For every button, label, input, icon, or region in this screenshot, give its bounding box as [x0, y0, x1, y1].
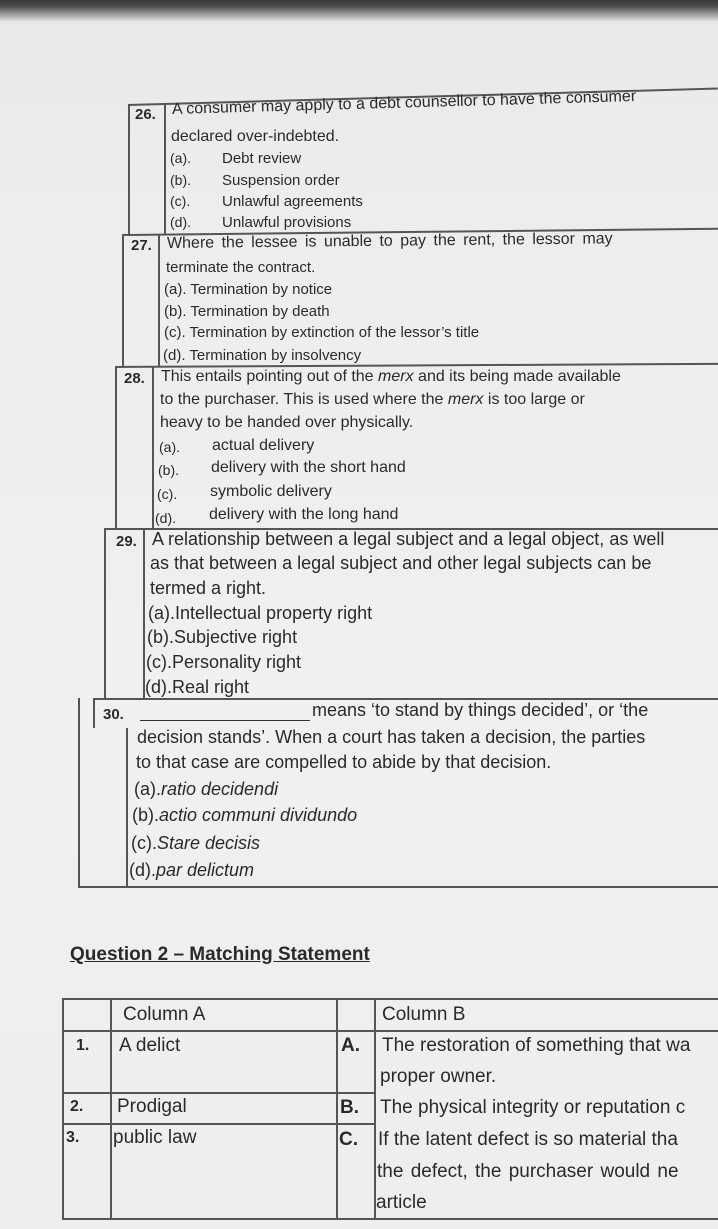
option: (d).par delictum	[129, 860, 255, 880]
option-label: (a).	[159, 439, 180, 455]
row-divider	[62, 1123, 336, 1125]
question-text: to the purchaser. This is used where the merx is too large or	[160, 391, 585, 408]
question-number: 30.	[103, 706, 124, 723]
option-label: (c).	[157, 486, 178, 502]
row-number: 3.	[66, 1129, 80, 1146]
row-letter: C.	[339, 1129, 358, 1150]
question-text: This entails pointing out of the merx and its being made available	[161, 368, 621, 385]
row-letter: B.	[340, 1097, 359, 1118]
option: (a).Intellectual property right	[148, 603, 373, 623]
section-heading: Question 2 – Matching Statement	[70, 944, 370, 965]
option: (c).Personality right	[146, 652, 302, 672]
option: (c).Stare decisis	[131, 833, 261, 853]
option-label: (d).	[155, 510, 176, 526]
option-label: (c).	[170, 193, 191, 209]
option: (d). Termination by insolvency	[163, 347, 362, 364]
question-text: termed a right.	[150, 578, 267, 598]
question-text: as that between a legal subject and other legal subjects can be	[150, 553, 652, 573]
option-text: Suspension order	[222, 172, 340, 189]
left-border	[104, 528, 106, 698]
option-label: (a).	[170, 150, 191, 166]
number-divider	[143, 528, 145, 698]
question-text: means ‘to stand by things decided’, or ‘the	[312, 700, 649, 720]
row-divider	[62, 1092, 336, 1094]
column-divider	[374, 998, 376, 1219]
option-label: (b).	[170, 172, 191, 188]
row-divider	[78, 886, 718, 888]
number-divider	[126, 728, 128, 886]
question-text: decision stands’. When a court has taken a decision, the parties	[137, 727, 646, 747]
column-b-item: proper owner.	[380, 1066, 497, 1087]
answer-blank	[140, 720, 310, 721]
column-a-item: A delict	[119, 1035, 181, 1056]
option-text: delivery with the short hand	[211, 459, 406, 476]
number-divider	[152, 366, 154, 528]
column-b-item: If the latent defect is so material tha	[378, 1129, 678, 1150]
number-divider	[164, 104, 166, 235]
option: (b).actio communi dividundo	[132, 805, 358, 825]
number-divider	[158, 234, 160, 366]
row-number: 1.	[76, 1037, 90, 1054]
column-a-header: Column A	[123, 1004, 206, 1025]
question-text: Where the lessee is unable to pay the rent, the lessor may	[166, 230, 613, 252]
question-number: 27.	[131, 237, 152, 254]
column-b-item: article	[376, 1192, 427, 1213]
left-border	[122, 234, 124, 366]
option-text: symbolic delivery	[210, 483, 332, 500]
option: (b).Subjective right	[147, 627, 298, 647]
question-number: 29.	[116, 533, 137, 550]
row-divider	[336, 1123, 374, 1125]
option-text: Unlawful agreements	[222, 193, 363, 210]
question-text: to that case are compelled to abide by that decision.	[136, 752, 552, 772]
question-text: A consumer may apply to a debt counsellor to have the consumer	[171, 88, 637, 118]
option-text: Debt review	[222, 150, 302, 167]
option-text: delivery with the long hand	[209, 506, 399, 523]
table-bottom-border	[62, 1218, 718, 1220]
column-divider	[336, 998, 338, 1219]
option-label: (d).	[170, 214, 191, 230]
column-divider	[110, 998, 112, 1219]
left-border	[62, 998, 64, 1219]
option: (a).ratio decidendi	[134, 779, 279, 799]
column-b-header: Column B	[382, 1004, 466, 1025]
question-number: 28.	[124, 370, 145, 387]
left-border	[78, 698, 80, 886]
column-a-item: public law	[113, 1127, 197, 1148]
option: (d).Real right	[145, 677, 250, 697]
option-text: actual delivery	[212, 437, 315, 454]
question-text: heavy to be handed over physically.	[160, 414, 414, 431]
row-number: 2.	[70, 1098, 84, 1115]
column-b-item: The physical integrity or reputation c	[380, 1097, 686, 1118]
option: (b). Termination by death	[164, 303, 330, 320]
left-border	[115, 366, 117, 528]
left-border	[93, 698, 95, 728]
question-text: terminate the contract.	[166, 259, 316, 276]
option-label: (b).	[158, 462, 179, 478]
question-text: declared over-indebted.	[171, 128, 340, 145]
column-b-item: The restoration of something that wa	[382, 1035, 691, 1056]
row-divider	[336, 1092, 374, 1094]
question-number: 26.	[135, 106, 156, 123]
column-a-item: Prodigal	[117, 1096, 187, 1117]
table-top-border	[62, 998, 718, 1000]
option: (c). Termination by extinction of the lessor’s title	[164, 324, 480, 341]
question-text: A relationship between a legal subject and a legal object, as well	[152, 529, 665, 549]
row-letter: A.	[341, 1035, 360, 1056]
left-border	[128, 104, 130, 235]
column-b-item: the defect, the purchaser would ne	[377, 1161, 679, 1182]
option: (a). Termination by notice	[164, 281, 333, 298]
row-divider	[62, 1030, 718, 1032]
option-text: Unlawful provisions	[222, 214, 352, 231]
